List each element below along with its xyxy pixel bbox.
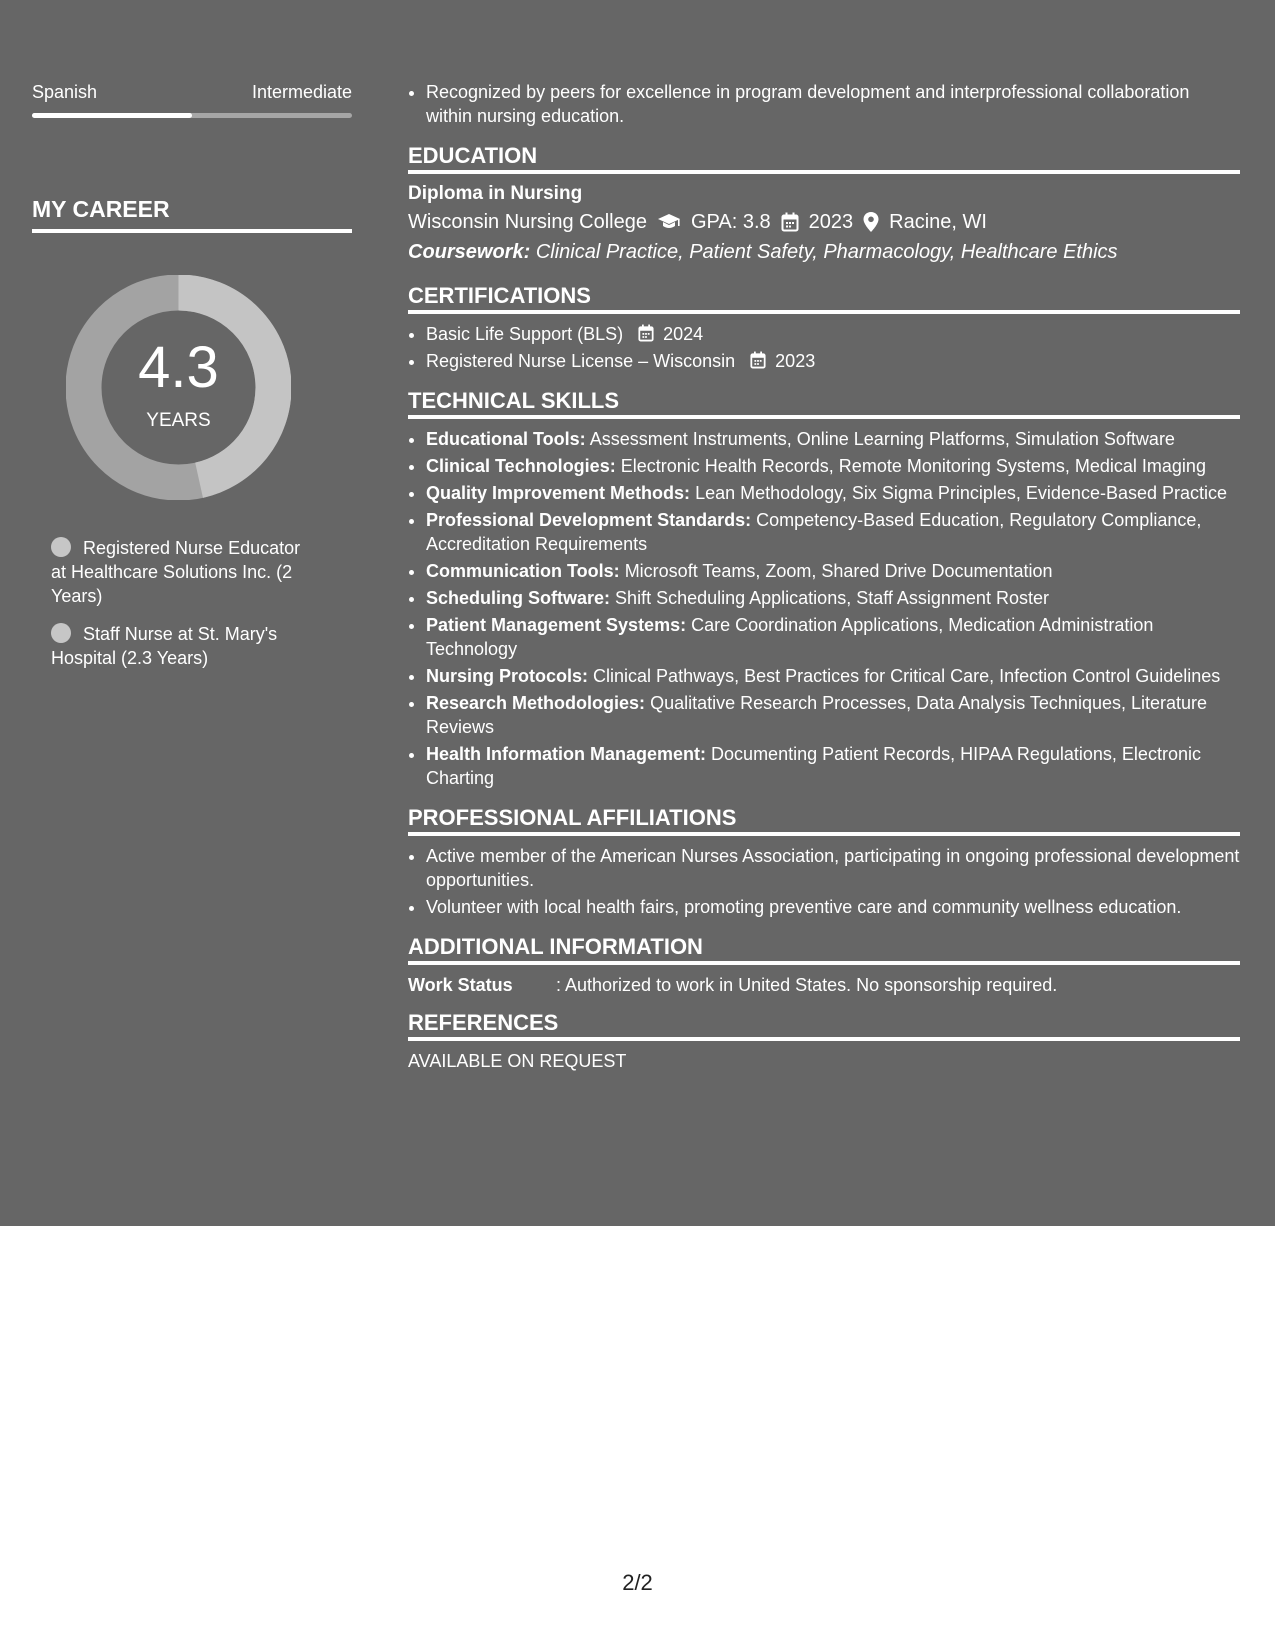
affiliations-title: PROFESSIONAL AFFILIATIONS <box>408 806 1240 836</box>
education-school: Wisconsin Nursing College <box>408 211 647 233</box>
language-name: Spanish <box>32 82 98 102</box>
calendar-icon <box>750 351 766 369</box>
certification-item: • Basic Life Support (BLS) 2024 <box>426 322 1240 346</box>
career-legend <box>51 536 316 684</box>
intro-bullets <box>408 80 1240 128</box>
coursework-text: Clinical Practice, Patient Safety, Pharmacology, Healthcare Ethics <box>535 241 1118 263</box>
legend-dot-icon <box>51 623 71 643</box>
location-pin-icon <box>863 212 879 232</box>
certification-item: • Registered Nurse License – Wisconsin 2023 <box>426 349 1240 373</box>
additional-info-title: ADDITIONAL INFORMATION <box>408 935 1240 965</box>
education-degree: Diploma in Nursing <box>408 183 583 204</box>
list-item: • Recognized by peers for excellence in program development and interprofessional collaboration within nursing education. <box>426 80 1240 128</box>
education-title: EDUCATION <box>408 144 1240 174</box>
certifications-title: CERTIFICATIONS <box>408 284 1240 314</box>
list-item: • Volunteer with local health fairs, promoting preventive care and community wellness education. <box>426 895 1240 919</box>
page-number: 2/2 <box>622 1570 653 1595</box>
technical-skills-title: TECHNICAL SKILLS <box>408 389 1240 419</box>
career-section-title: MY CAREER <box>32 196 352 233</box>
career-donut-chart <box>66 275 291 500</box>
legend-dot-icon <box>51 537 71 557</box>
skill-item: • Quality Improvement Methods: Lean Methodology, Six Sigma Principles, Evidence-Based Practice <box>426 481 1240 505</box>
skill-item: • Scheduling Software: Shift Scheduling Applications, Staff Assignment Roster <box>426 586 1240 610</box>
certifications-list <box>408 322 1240 373</box>
technical-skills-list <box>408 427 1240 790</box>
career-legend-item: Staff Nurse at St. Mary's Hospital (2.3 Years) <box>51 624 278 668</box>
skill-item: • Health Information Management: Documenting Patient Records, HIPAA Regulations, Electronic Charting <box>426 742 1240 790</box>
skill-item: • Research Methodologies: Qualitative Research Processes, Data Analysis Techniques, Literature Reviews <box>426 691 1240 739</box>
skill-item: • Nursing Protocols: Clinical Pathways, Best Practices for Critical Care, Infection Control Guidelines <box>426 664 1240 688</box>
calendar-icon <box>781 212 799 232</box>
coursework-label: Coursework: <box>408 241 531 263</box>
work-status-row <box>408 973 1240 997</box>
references-title: REFERENCES <box>408 1011 1240 1041</box>
career-legend-item: Registered Nurse Educator at Healthcare Solutions Inc. (2 Years) <box>51 538 301 606</box>
work-status-label: Work Status <box>408 975 513 995</box>
skill-item: • Patient Management Systems: Care Coordination Applications, Medication Administration Technology <box>426 613 1240 661</box>
language-row <box>32 82 352 103</box>
skill-item: • Communication Tools: Microsoft Teams, Zoom, Shared Drive Documentation <box>426 559 1240 583</box>
education-location: Racine, WI <box>889 211 987 233</box>
affiliations-list <box>408 844 1240 919</box>
language-proficiency-fill <box>32 113 192 118</box>
language-proficiency-bar <box>32 113 352 118</box>
skill-item: • Clinical Technologies: Electronic Health Records, Remote Monitoring Systems, Medical Imaging <box>426 454 1240 478</box>
skill-item: • Educational Tools: Assessment Instruments, Online Learning Platforms, Simulation Software <box>426 427 1240 451</box>
career-years-label: YEARS <box>146 410 211 431</box>
education-year: 2023 <box>808 211 854 233</box>
education-details <box>408 210 1240 234</box>
calendar-icon <box>638 324 654 342</box>
language-level: Intermediate <box>251 82 352 102</box>
graduation-cap-icon <box>657 213 681 231</box>
education-coursework <box>408 240 1240 264</box>
skill-item: • Professional Development Standards: Competency-Based Education, Regulatory Compliance, Accreditation Requirements <box>426 508 1240 556</box>
career-total-years: 4.3 <box>138 335 219 400</box>
right-column <box>408 80 1240 1073</box>
list-item: • Active member of the American Nurses Association, participating in ongoing professional development opportunities. <box>426 844 1240 892</box>
work-status-value: : Authorized to work in United States. No sponsorship required. <box>556 975 1058 995</box>
education-gpa: GPA: 3.8 <box>690 211 771 233</box>
references-text: AVAILABLE ON REQUEST <box>408 1051 627 1071</box>
